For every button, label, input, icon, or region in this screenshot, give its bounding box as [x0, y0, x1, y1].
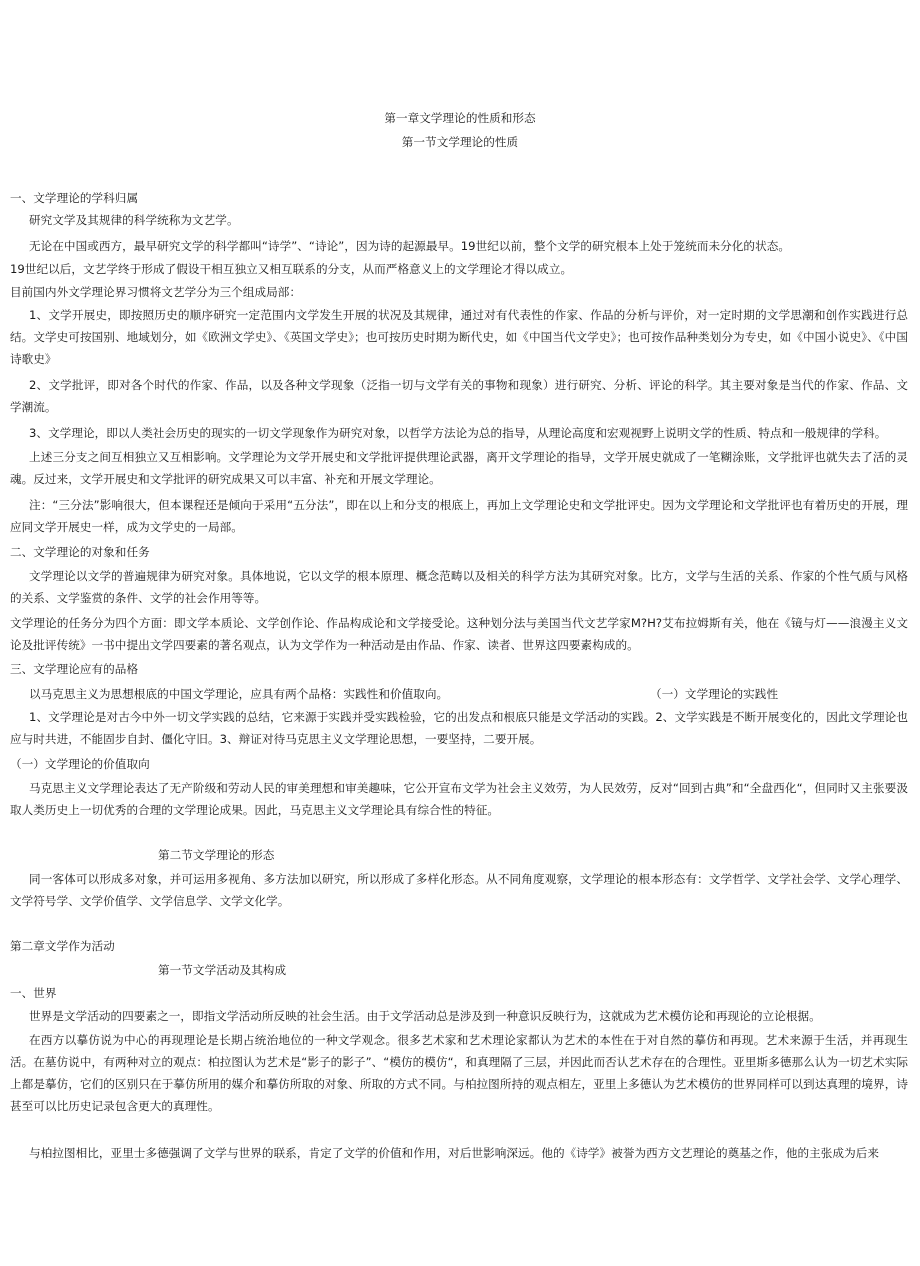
heading-world: 一、世界 [10, 986, 57, 1000]
paragraph: 上述三分支之间互相独立又互相影响。文学理论为文学开展史和文学批评提供理论武器，离开文学理论的指导，文学开展史就成了一笔糊涂账，文学批评也就失去了活的灵魂。反过来，文学开展史和文学批评的研究成果又可以丰富、补充和开展文学理论。 [10, 450, 908, 486]
chapter-1-title: 第一章文学理论的性质和形态 [384, 111, 536, 125]
paragraph: 1、文学理论是对古今中外一切文学实践的总结，它来源于实践并受实践检验，它的出发点和根底只能是文学活动的实践。2、文学实践是不断开展变化的，因此文学理论也应与时共进，不能固步自封、僵化守旧。3、辩证对待马克思主义文学理论思想，一要坚持，二要开展。 [10, 710, 908, 746]
heading-discipline: 一、文学理论的学科归属 [10, 191, 139, 205]
paragraph: 文学理论以文学的普遍规律为研究对象。具体地说，它以文学的根本原理、概念范畴以及相关的科学方法为其研究对象。比方，文学与生活的关系、作家的个性气质与风格的关系、文学鉴赏的条件、文学的社会作用等等。 [10, 569, 908, 605]
heading-character: 三、文学理论应有的品格 [10, 662, 139, 676]
paragraph: 3、文学理论，即以人类社会历史的现实的一切文学现象作为研究对象，以哲学方法论为总的指导，从理论高度和宏观视野上说明文学的性质、特点和一般规律的学科。 [29, 426, 887, 440]
paragraph: 马克思主义文学理论表达了无产阶级和劳动人民的审美理想和审美趣味，它公开宣布文学为社会主义效劳，为人民效劳，反对“回到古典”和“全盘西化“，但同时又主张要汲取人类历史上一切优秀的合理的文学理论成果。因此，马克思主义文学理论具有综合性的特征。 [10, 781, 908, 817]
paragraph: 文学理论的任务分为四个方面：即文学本质论、文学创作论、作品构成论和文学接受论。这种划分法与美国当代文艺学家M?H?艾布拉姆斯有关，他在《镜与灯——浪漫主义文论及批评传统》一书中提出文学四要素的著名观点，认为文学作为一种活动是由作品、作家、读者、世界这四要素构成的。 [10, 616, 908, 652]
chapter-1-section-2-title: 第二节文学理论的形态 [158, 848, 275, 862]
paragraph: 在西方以摹仿说为中心的再现理论是长期占统治地位的一种文学观念。很多艺术家和艺术理论家都认为艺术的本性在于对自然的摹仿和再现。艺术来源于生活，并再现生活。在墓仿说中，有两种对立的观点：柏拉图认为艺术是“影子的影子”、“模仿的模仿“，和真理隔了三层，并因此而否认艺术存在的合理性。亚里斯多德那么认为一切艺术实际上都是摹仿，它们的区别只在于摹仿所用的媒介和摹仿所取的对象、所取的方式不同。与柏拉图所持的观点相左，亚里上多德认为艺术模仿的世界同样可以到达真理的境界，诗甚至可以比历史记录包含更大的真理性。 [10, 1033, 908, 1113]
paragraph: 19世纪以后，文艺学终于形成了假设干相互独立又相互联系的分支，从而严格意义上的文学理论才得以成立。 [10, 262, 573, 276]
paragraph: 无论在中国或西方，最早研究文学的科学都叫“诗学”、“诗论”，因为诗的起源最早。19世纪以前，整个文学的研究根本上处于笼统而未分化的状态。 [29, 239, 790, 253]
chapter-2-title: 第二章文学作为活动 [10, 939, 115, 953]
chapter-2-section-1-title: 第一节文学活动及其构成 [158, 963, 287, 977]
paragraph: 注：“三分法”影响很大，但本课程还是倾向于采用“五分法”，即在以上和分支的根底上，再加上文学理论史和文学批评史。因为文学理论和文学批评也有着历史的开展，理应同文学开展史一样，成为文学史的一局部。 [10, 498, 908, 534]
paragraph: 以马克思主义为思想根底的中国文学理论，应具有两个品格：实践性和价值取向。 [29, 687, 449, 701]
paragraph: 目前国内外文学理论界习惯将文艺学分为三个组成局部： [10, 285, 302, 299]
paragraph: 研究文学及其规律的科学统称为文艺学。 [29, 213, 239, 227]
paragraph: 同一客体可以形成多对象，并可运用多视角、多方法加以研究，所以形成了多样化形态。从不同角度观察，文学理论的根本形态有：文学哲学、文学社会学、文学心理学、文学符号学、文学价值学、文学信息学、文学文化学。 [10, 872, 908, 908]
paragraph: 与柏拉图相比，亚里士多德强调了文学与世界的联系，肯定了文学的价值和作用，对后世影响深远。他的《诗学》被誉为西方文艺理论的奠基之作，他的主张成为后来 [29, 1146, 879, 1160]
heading-object-task: 二、文学理论的对象和任务 [10, 545, 150, 559]
paragraph: 1、文学开展史，即按照历史的顺序研究一定范围内文学发生开展的状况及其规律，通过对有代表性的作家、作品的分析与评价，对一定时期的文学思潮和创作实践进行总结。文学史可按国别、地域划分，如《欧洲文学史》、《英国文学史》；也可按历史时期为断代史，如《中国当代文学史》；也可按作品种类划分为专史，如《中国小说史》、《中国诗歌史》 [10, 308, 908, 366]
paragraph: 世界是文学活动的四要素之一，即指文学活动所反映的社会生活。由于文学活动总是涉及到一种意识反映行为，这就成为艺术模仿论和再现论的立论根据。 [29, 1009, 821, 1023]
paragraph: 2、文学批评，即对各个时代的作家、作品，以及各种文学现象（泛指一切与文学有关的事物和现象）进行研究、分析、评论的科学。其主要对象是当代的作家、作品、文学潮流。 [10, 378, 908, 414]
subheading-value: （一）文学理论的价值取向 [10, 757, 150, 771]
chapter-1-section-1-title: 第一节文学理论的性质 [401, 135, 519, 149]
subheading-practice: （一）文学理论的实践性 [650, 687, 779, 701]
